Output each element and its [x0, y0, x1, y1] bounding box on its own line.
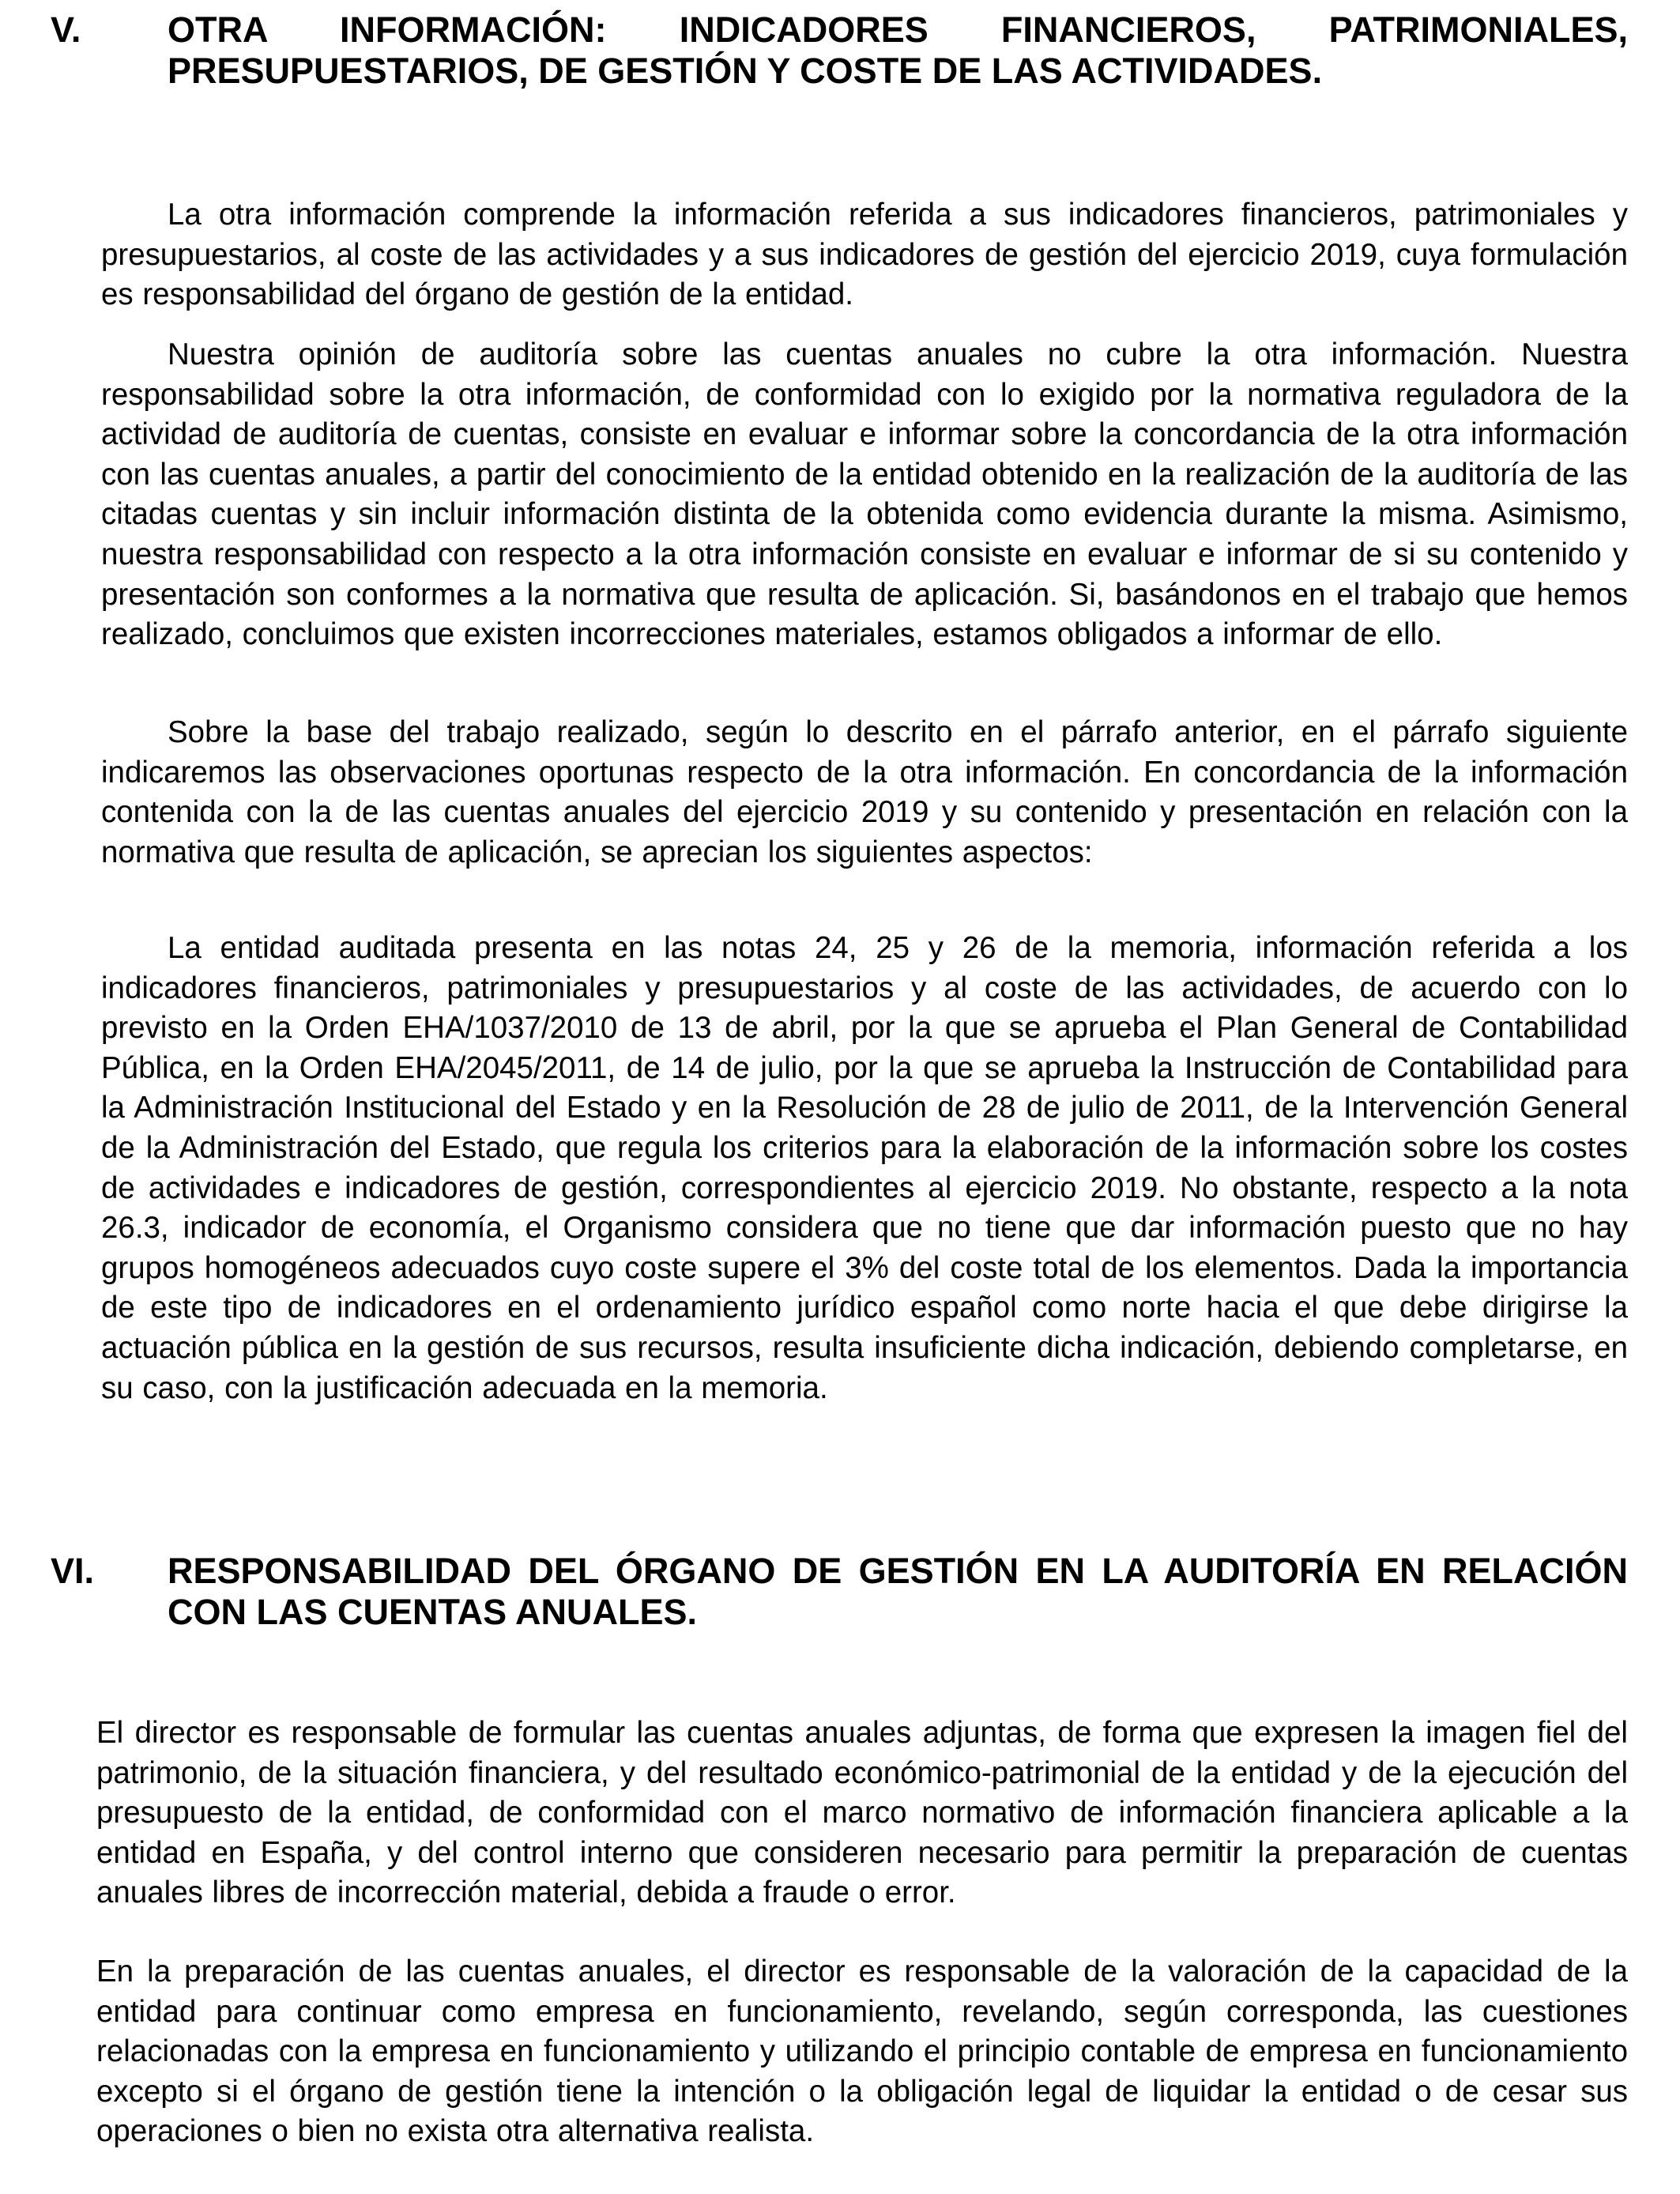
section-v-title: OTRA INFORMACIÓN: INDICADORES FINANCIEROS, PATRIMONIALES, PRESUPUESTARIOS, DE GESTIÓN Y COSTE DE LAS ACTIVIDADES.	[168, 9, 1628, 91]
section-vi-heading	[49, 1551, 1628, 1633]
section-v-paragraph-2: Nuestra opinión de auditoría sobre las cuentas anuales no cubre la otra información. Nuestra responsabilidad sobre la otra información, de conformidad con lo exigido por la normativa reguladora de la actividad de auditoría de cuentas, consiste en evaluar e informar sobre la concordancia de la otra información con las cuentas anuales, a partir del conocimiento de la entidad obtenido en la realización de la auditoría de las citadas cuentas y sin incluir información distinta de la obtenida como evidencia durante la misma. Asimismo, nuestra responsabilidad con respecto a la otra información consiste en evaluar e informar de si su contenido y presentación son conformes a la normativa que resulta de aplicación. Si, basándonos en el trabajo que hemos realizado, concluimos que existen incorrecciones materiales, estamos obligados a informar de ello.	[101, 337, 1628, 652]
section-v-number: V.	[51, 9, 81, 50]
section-vi-paragraph-1: El director es responsable de formular las cuentas anuales adjuntas, de forma que expresen la imagen fiel del patrimonio, de la situación financiera, y del resultado económico-patrimonial de la entidad y de la ejecución del presupuesto de la entidad, de conformidad con el marco normativo de información financiera aplicable a la entidad en España, y del control interno que consideren necesario para permitir la preparación de cuentas anuales libres de incorrección material, debida a fraude o error.	[96, 1716, 1628, 1909]
section-v-paragraph-1: La otra información comprende la información referida a sus indicadores financieros, patrimoniales y presupuestarios, al coste de las actividades y a sus indicadores de gestión del ejercicio 2019, cuya formulación es responsabilidad del órgano de gestión de la entidad.	[101, 198, 1628, 312]
section-vi-title: RESPONSABILIDAD DEL ÓRGANO DE GESTIÓN EN LA AUDITORÍA EN RELACIÓN CON LAS CUENTAS ANUALES.	[168, 1551, 1628, 1632]
section-v-paragraph-3: Sobre la base del trabajo realizado, según lo descrito en el párrafo anterior, en el párrafo siguiente indicaremos las observaciones oportunas respecto de la otra información. En concordancia de la información contenida con la de las cuentas anuales del ejercicio 2019 y su contenido y presentación en relación con la normativa que resulta de aplicación, se aprecian los siguientes aspectos:	[101, 715, 1628, 869]
section-vi-paragraph-2: En la preparación de las cuentas anuales, el director es responsable de la valoración de la capacidad de la entidad para continuar como empresa en funcionamiento, revelando, según corresponda, las cuestiones relacionadas con la empresa en funcionamiento y utilizando el principio contable de empresa en funcionamiento excepto si el órgano de gestión tiene la intención o la obligación legal de liquidar la entidad o de cesar sus operaciones o bien no exista otra alternativa realista.	[96, 1955, 1628, 2148]
section-v-heading	[49, 9, 1628, 92]
section-vi-number: VI.	[51, 1551, 95, 1591]
section-v-paragraph-4: La entidad auditada presenta en las notas 24, 25 y 26 de la memoria, información referida a los indicadores financieros, patrimoniales y presupuestarios y al coste de las actividades, de acuerdo con lo previsto en la Orden EHA/1037/2010 de 13 de abril, por la que se aprueba el Plan General de Contabilidad Pública, en la Orden EHA/2045/2011, de 14 de julio, por la que se aprueba la Instrucción de Contabilidad para la Administración Institucional del Estado y en la Resolución de 28 de julio de 2011, de la Intervención General de la Administración del Estado, que regula los criterios para la elaboración de la información sobre los costes de actividades e indicadores de gestión, correspondientes al ejercicio 2019. No obstante, respecto a la nota 26.3, indicador de economía, el Organismo considera que no tiene que dar información puesto que no hay grupos homogéneos adecuados cuyo coste supere el 3% del coste total de los elementos. Dada la importancia de este tipo de indicadores en el ordenamiento jurídico español como norte hacia el que debe dirigirse la actuación pública en la gestión de sus recursos, resulta insuficiente dicha indicación, debiendo completarse, en su caso, con la justificación adecuada en la memoria.	[101, 931, 1628, 1405]
